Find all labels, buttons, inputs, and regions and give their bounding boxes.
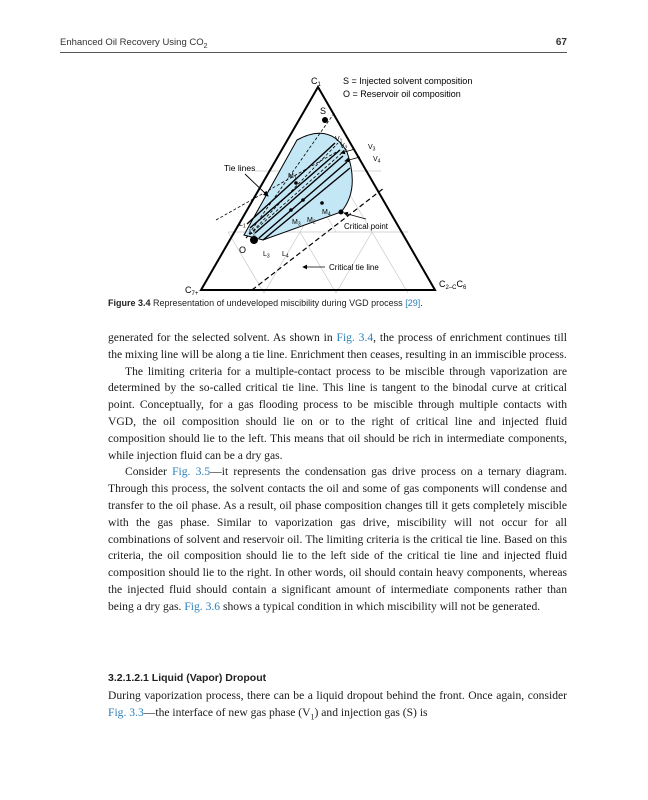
- critical-point-marker: [339, 210, 344, 215]
- point-s: [322, 117, 328, 123]
- tie-lines-label: Tie lines: [224, 163, 256, 173]
- label-l1: $L_1$: [239, 221, 246, 230]
- label-o: O: [239, 245, 247, 255]
- figure-label: Figure 3.4: [108, 298, 151, 308]
- legend-o: O = Reservoir oil composition: [343, 89, 461, 99]
- label-v1: $V_1$: [335, 136, 343, 145]
- ternary-diagram: [0, 0, 648, 300]
- section-heading: 3.2.1.2.1 Liquid (Vapor) Dropout: [108, 672, 267, 684]
- vertex-c1-label: $C_1$: [311, 76, 321, 88]
- fig-3-5-link[interactable]: Fig. 3.5: [172, 465, 211, 479]
- paragraph-3: Consider Fig. 3.5—it represents the condensation gas drive process on a ternary diagram. Through this process, the solvent contacts the oil and some of gas components will condense and transfer to the oil phase. As a result, oil phase composition changes till it gets completely miscible with the gas phase. Similar to vaporization gas drive, miscibility will not occur for all combinations of solvent and reservoir oil. The limiting criteria is the critical tie line. Based on this criteria, the oil composition should lie to the left side of the critical tie line and injected fluid composition should lie to the right. In other words, oil should contain heavy components, whereas the injected fluid should contain a significant amount of intermediate components rather than being a dry gas. Fig. 3.6 shows a typical condition in which miscibility will not be generated.: [108, 465, 567, 613]
- caption-citation[interactable]: [29]: [405, 298, 421, 308]
- caption-end: .: [420, 298, 423, 308]
- label-m3: $M_3$: [292, 219, 301, 228]
- critical-point-label: Critical point: [344, 222, 389, 231]
- fig-3-3-link[interactable]: Fig. 3.3: [108, 705, 144, 719]
- fig-3-4-link[interactable]: Fig. 3.4: [336, 331, 374, 344]
- legend-s: S = Injected solvent composition: [343, 76, 473, 86]
- label-m4: $M_4$: [322, 209, 331, 218]
- label-v3: $V_3$: [368, 144, 376, 153]
- label-l3: $L_3$: [263, 251, 270, 260]
- body-top: [108, 330, 567, 616]
- label-s: S: [320, 106, 327, 116]
- point-m2: [301, 198, 305, 202]
- label-l4: $L_4$: [282, 251, 289, 260]
- label-m2: $M_2$: [307, 217, 316, 226]
- point-m1: [294, 181, 298, 185]
- label-v2: $V_2$: [340, 143, 348, 152]
- caption-text: Representation of undeveloped miscibility during VGD process: [153, 298, 403, 308]
- label-l2: $L_2$: [249, 229, 256, 238]
- label-v4: $V_4$: [373, 156, 381, 165]
- vertex-c2c6-label: $C_{2-C}C_6$: [439, 279, 467, 291]
- running-title: Enhanced Oil Recovery Using $CO_2$: [60, 37, 208, 50]
- paragraph-2: The limiting criteria for a multiple-contact process to be miscible through vaporization are determined by the so-called critical tie line. This line is tangent to the binodal curve at critical point. Conceptually, for a gas flooding process to be miscible through multiple contacts with VGD, the oil composition should lie on or to the right of critical line and injected fluid composition should lie to the left. This means that oil should be rich in intermediate components, while injection fluid can be a dry gas.: [108, 364, 567, 462]
- paragraph-4: During vaporization process, there can be a liquid dropout behind the front. Once again, consider Fig. 3.3—the interface of new gas phase $(V_1)$ and injection gas (S) is: [108, 689, 567, 722]
- point-m3: [289, 208, 293, 212]
- paragraph-1: generated for the selected solvent. As shown in Fig. 3.4, the process of enrichment continues till the mixing line will be along a tie line. Enrichment then ceases, resulting in an immiscible process.: [108, 331, 567, 361]
- body-bottom: [108, 688, 567, 726]
- critical-tie-line-label: Critical tie line: [329, 263, 379, 272]
- point-m4: [320, 201, 324, 205]
- vertex-c7-label: $C_{7+}$: [185, 285, 199, 297]
- page-number: 67: [555, 37, 567, 48]
- fig-3-6-link[interactable]: Fig. 3.6: [184, 599, 221, 613]
- label-m1: $M_1$: [288, 173, 297, 182]
- figure-caption: [108, 298, 567, 308]
